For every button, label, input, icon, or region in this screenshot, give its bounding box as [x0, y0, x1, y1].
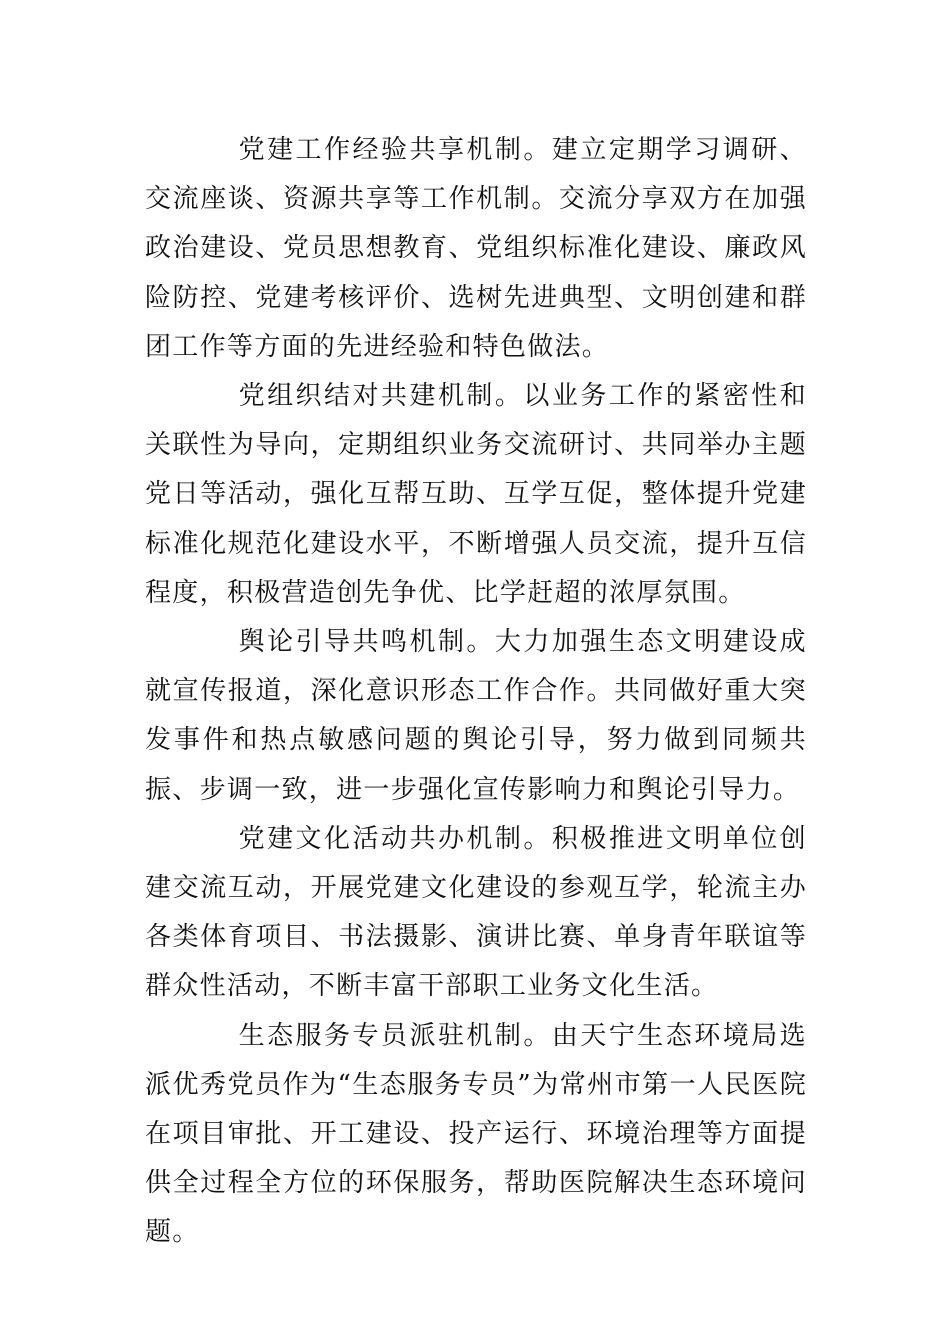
document-body: [145, 126, 807, 1258]
paragraph-experience-sharing: 党建工作经验共享机制。建立定期学习调研、交流座谈、资源共享等工作机制。交流分享双方在加强政治建设、党员思想教育、党组织标准化建设、廉政风险防控、党建考核评价、选树先进典型、文明创建和群团工作等方面的先进经验和特色做法。: [145, 135, 807, 362]
paragraph-ecological-service: 生态服务专员派驻机制。由天宁生态环境局选派优秀党员作为“生态服务专员”为常州市第一人民医院在项目审批、开工建设、投产运行、环境治理等方面提供全过程全方位的环保服务，帮助医院解决生态环境问题。: [145, 1020, 807, 1248]
paragraph-public-opinion: 舆论引导共鸣机制。大力加强生态文明建设成就宣传报道，深化意识形态工作合作。共同做好重大突发事件和热点敏感问题的舆论引导，努力做到同频共振、步调一致，进一步强化宣传影响力和舆论引导力。: [145, 627, 807, 805]
paragraph-cultural-activities: 党建文化活动共办机制。积极推进文明单位创建交流互动，开展党建文化建设的参观互学，轮流主办各类体育项目、书法摄影、演讲比赛、单身青年联谊等群众性活动，不断丰富干部职工业务文化生活。: [145, 823, 807, 1002]
paragraph-paired-building: 党组织结对共建机制。以业务工作的紧密性和关联性为导向，定期组织业务交流研讨、共同举办主题党日等活动，强化互帮互助、互学互促，整体提升党建标准化规范化建设水平，不断增强人员交流，提升互信程度，积极营造创先争优、比学赶超的浓厚氛围。: [145, 381, 807, 608]
